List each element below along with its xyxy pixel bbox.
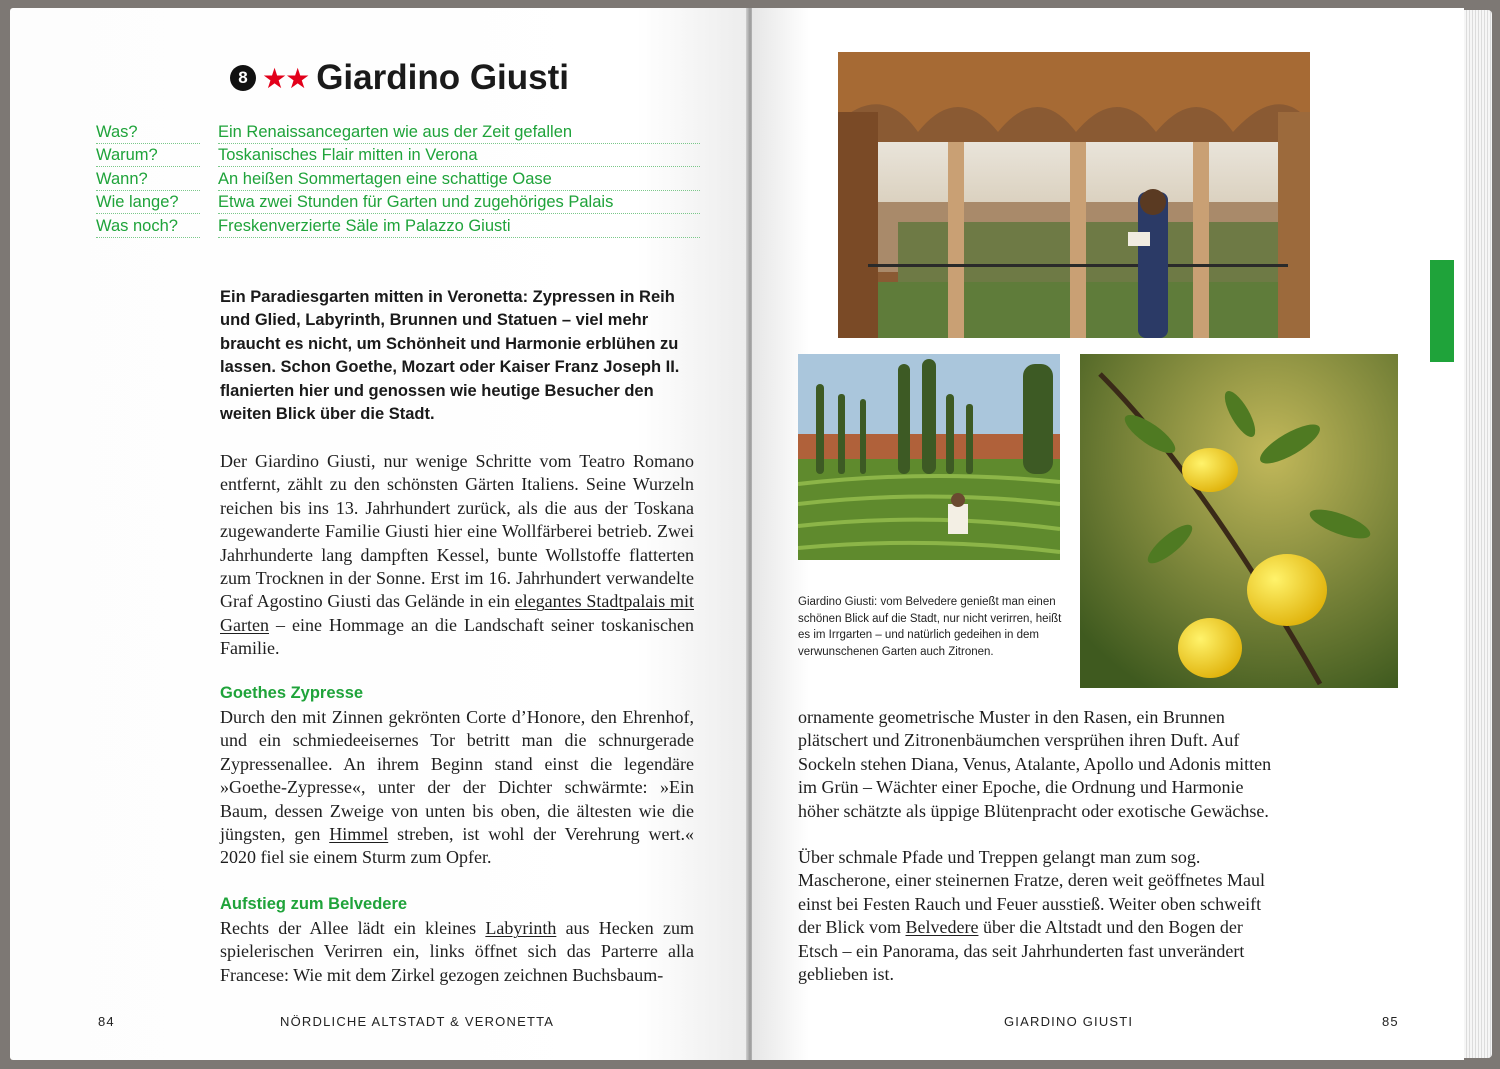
arcade-photo-illustration [838, 52, 1310, 338]
subheading-aufstieg-belvedere: Aufstieg zum Belvedere [220, 895, 408, 913]
body-text: aus Hecken zum spielerischen Verirren ein, links öffnet sich das Parterre alla Francese: Wie mit dem Zirkel gezogen zeichnen Buchsbaum- [220, 918, 694, 985]
fact-row [96, 191, 700, 215]
body-text: Der Giardino Giusti, nur wenige Schritte vom Teatro Romano entfernt, zählt zu den schönsten Gärten Italiens. Seine Wurzeln reichen bis ins 13. Jahrhundert zurück, als die aus der Toskana zugewanderte Familie Giusti hier eine Wollfärberei betrieb. Zwei Jahrhunderte lang dampften Kessel, bunte Wollstoffe flatterten zum Trocknen in der Sonne. Erst im 16. Jahrhundert verwandelte Graf Agostino Giusti das Gelände in ein [220, 451, 694, 612]
title-row [230, 58, 569, 98]
body-paragraph-2 [220, 706, 694, 870]
right-page [752, 8, 1464, 1060]
body-text: Über schmale Pfade und Treppen gelangt man zum sog. Mascherone, einer steinernen Fratze, deren weit geöffnetes Maul einst bei Festen Rauch und Feuer ausstieß. Weiter oben schweift der Blick vom [798, 847, 1265, 938]
body-text: Durch den mit Zinnen gekrönten Corte d’Honore, den Ehrenhof, und ein schmiedeeisernes Tor betritt man die schnurgerade Zypressenallee. An ihrem Beginn stand einst die legendäre »Goethe-Zypresse«, unter der der Dichter schwärmte: »Ein Baum, dessen Zweige von unten bis oben, die ältesten wie die jüngsten, gen [220, 707, 694, 845]
page-edges [1464, 10, 1492, 1058]
left-page [10, 8, 748, 1060]
fact-row [96, 167, 700, 191]
lemon-photo-illustration [1080, 354, 1398, 688]
fact-answer: An heißen Sommertagen eine schattige Oase [218, 170, 700, 191]
fact-answer: Etwa zwei Stunden für Garten und zugehöriges Palais [218, 193, 700, 214]
page-title: Giardino Giusti [316, 58, 569, 97]
fact-row [96, 144, 700, 168]
number-badge: 8 [230, 65, 256, 91]
right-body-paragraph-2 [798, 846, 1272, 986]
fact-answer: Ein Renaissancegarten wie aus der Zeit gefallen [218, 123, 700, 144]
fact-row [96, 120, 700, 144]
fact-row [96, 214, 700, 238]
running-head-right: GIARDINO GIUSTI [1004, 1014, 1134, 1029]
page-number-right: 85 [1382, 1014, 1399, 1029]
fact-question: Wann? [96, 170, 200, 191]
fact-question: Warum? [96, 146, 200, 167]
body-text: streben, ist wohl der Verehrung wert.« 2020 fiel sie einem Sturm zum Opfer. [220, 824, 694, 868]
inline-link-labyrinth[interactable]: Labyrinth [485, 918, 557, 938]
right-body-paragraph-1: ornamente geometrische Muster in den Rasen, ein Brunnen plätschert und Zitronenbäumchen versprühen ihren Duft. Auf Sockeln stehen Diana, Venus, Atalante, Apollo und Adonis mitten im Grün – Wächter einer Epoche, die Ordnung und Harmonie höher schätzte als üppige Blütenpracht oder exotische Gewächse. [798, 707, 1272, 821]
inline-link-stadtpalais[interactable]: elegantes Stadtpalais mit Garten [220, 591, 694, 635]
fact-question: Was noch? [96, 217, 200, 238]
body-text: Rechts der Allee lädt ein kleines [220, 918, 486, 938]
photo-caption: Giardino Giusti: vom Belvedere genießt man einen schönen Blick auf die Stadt, nur nicht verirren, heißt es im Irrgarten – und natürlich gedeihen in dem verwunschenen Garten auch Zitronen. [798, 596, 1062, 658]
photo-arcade-view [838, 52, 1310, 338]
star-rating: ★★ [262, 62, 309, 94]
fact-answer: Freskenverzierte Säle im Palazzo Giusti [218, 217, 700, 238]
fact-answer: Toskanisches Flair mitten in Verona [218, 146, 700, 167]
inline-link-himmel[interactable]: Himmel [329, 824, 389, 845]
page-number-left: 84 [98, 1014, 115, 1029]
chapter-tab-marker [1430, 260, 1454, 362]
photo-lemons [1080, 354, 1398, 688]
lead-paragraph: Ein Paradiesgarten mitten in Veronetta: Zypressen in Reih und Glied, Labyrinth, Brunnen und Statuen – viel mehr braucht es nicht, um Schönheit und Harmonie erblühen zu lassen. Schon Goethe, Mozart oder Kaiser Franz Joseph II. flanierten hier und genossen wie heutige Besucher den weiten Blick über die Stadt. [220, 288, 680, 424]
body-text: – eine Hommage an die Landschaft seiner toskanischen Familie. [220, 614, 694, 659]
inline-link-belvedere[interactable]: Belvedere [905, 917, 979, 938]
subheading-goethes-zypresse: Goethes Zypresse [220, 684, 364, 702]
body-paragraph-1 [220, 450, 694, 661]
fact-table [96, 120, 700, 238]
photo-labyrinth [798, 354, 1060, 560]
body-text: über die Altstadt und den Bogen der Etsch – ein Panorama, das seit Jahrhunderten fast unverändert geblieben ist. [798, 917, 1245, 985]
fact-question: Was? [96, 123, 200, 144]
fact-question: Wie lange? [96, 193, 200, 214]
body-paragraph-3 [220, 917, 694, 987]
running-head-left: NÖRDLICHE ALTSTADT & VERONETTA [280, 1014, 555, 1029]
labyrinth-photo-illustration [798, 354, 1060, 560]
